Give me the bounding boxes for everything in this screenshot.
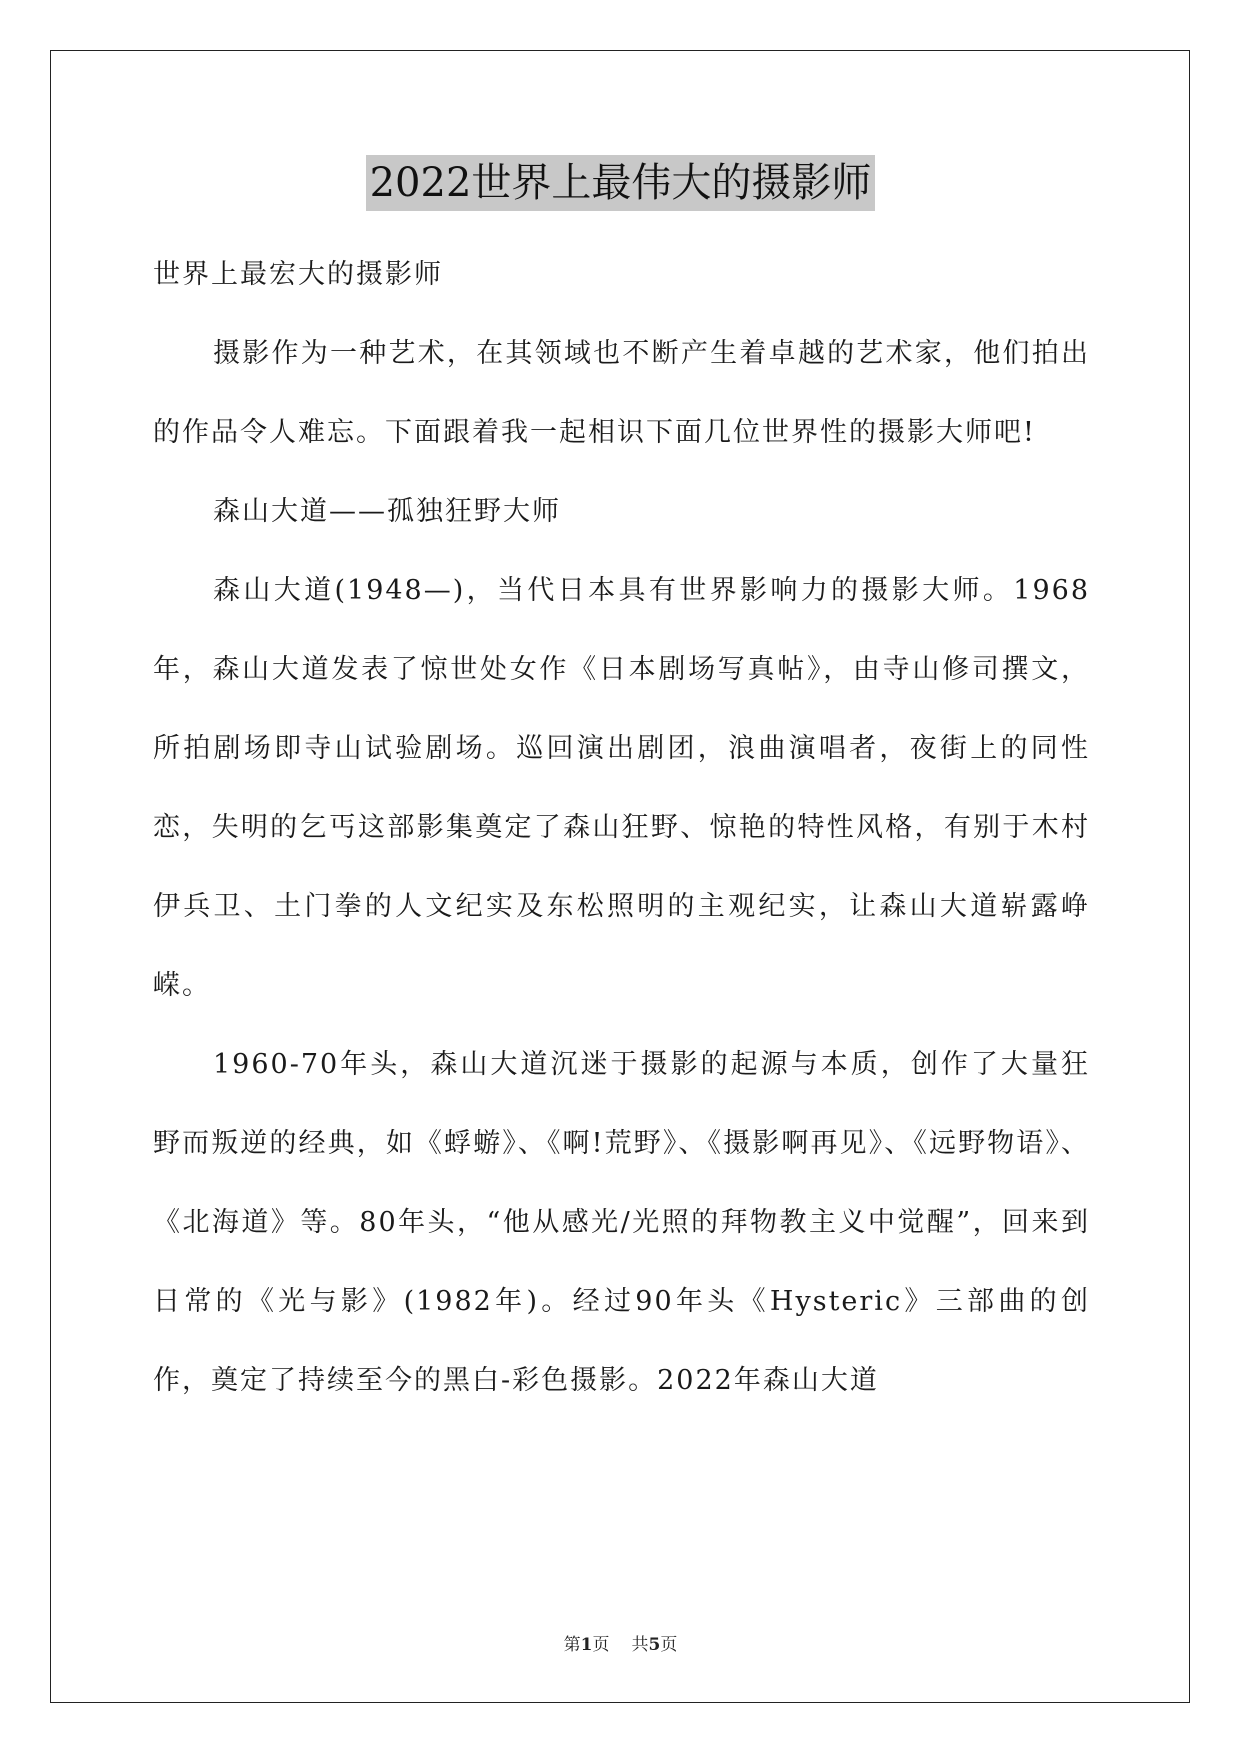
paragraph-subtitle: 世界上最宏大的摄影师	[153, 259, 443, 290]
footer-page-label: 页	[592, 1635, 610, 1655]
paragraph-biography: 森山大道(1948—)，当代日本具有世界影响力的摄影大师。1968年，森山大道发表了惊世处女作《日本剧场写真帖》，由寺山修司撰文，所拍剧场即寺山试验剧场。巡回演出剧团，浪曲演唱者，夜街上的同性恋，失明的乞丐这部影集奠定了森山狂野、惊艳的特性风格，有别于木村伊兵卫、土门拳的人文纪实及东松照明的主观纪实，让森山大道崭露峥嵘。	[153, 575, 1090, 1001]
paragraph-career: 1960-70年头，森山大道沉迷于摄影的起源与本质，创作了大量狂野而叛逆的经典，如《蜉蝣》、《啊!荒野》、《摄影啊再见》、《远野物语》、《北海道》等。80年头，“他从感光/光照的拜物教主义中觉醒”，回来到日常的《光与影》(1982年)。经过90年头《Hysteric》三部曲的创作，奠定了持续至今的黑白-彩色摄影。2022年森山大道	[153, 1049, 1090, 1396]
page-footer	[0, 1630, 1241, 1655]
paragraph-intro: 摄影作为一种艺术，在其领域也不断产生着卓越的艺术家，他们拍出的作品令人难忘。下面跟着我一起相识下面几位世界性的摄影大师吧!	[153, 338, 1090, 448]
title-container	[0, 155, 1241, 211]
document-body	[153, 235, 1090, 1420]
document-title: 2022世界上最伟大的摄影师	[366, 155, 876, 211]
footer-total-pages: 5	[648, 1635, 661, 1655]
footer-current-page: 1	[580, 1635, 593, 1655]
paragraph-section-heading: 森山大道——孤独狂野大师	[213, 496, 561, 527]
footer-total-prefix: 共	[631, 1635, 649, 1655]
footer-prefix: 第	[563, 1635, 581, 1655]
footer-total-label: 页	[660, 1635, 678, 1655]
